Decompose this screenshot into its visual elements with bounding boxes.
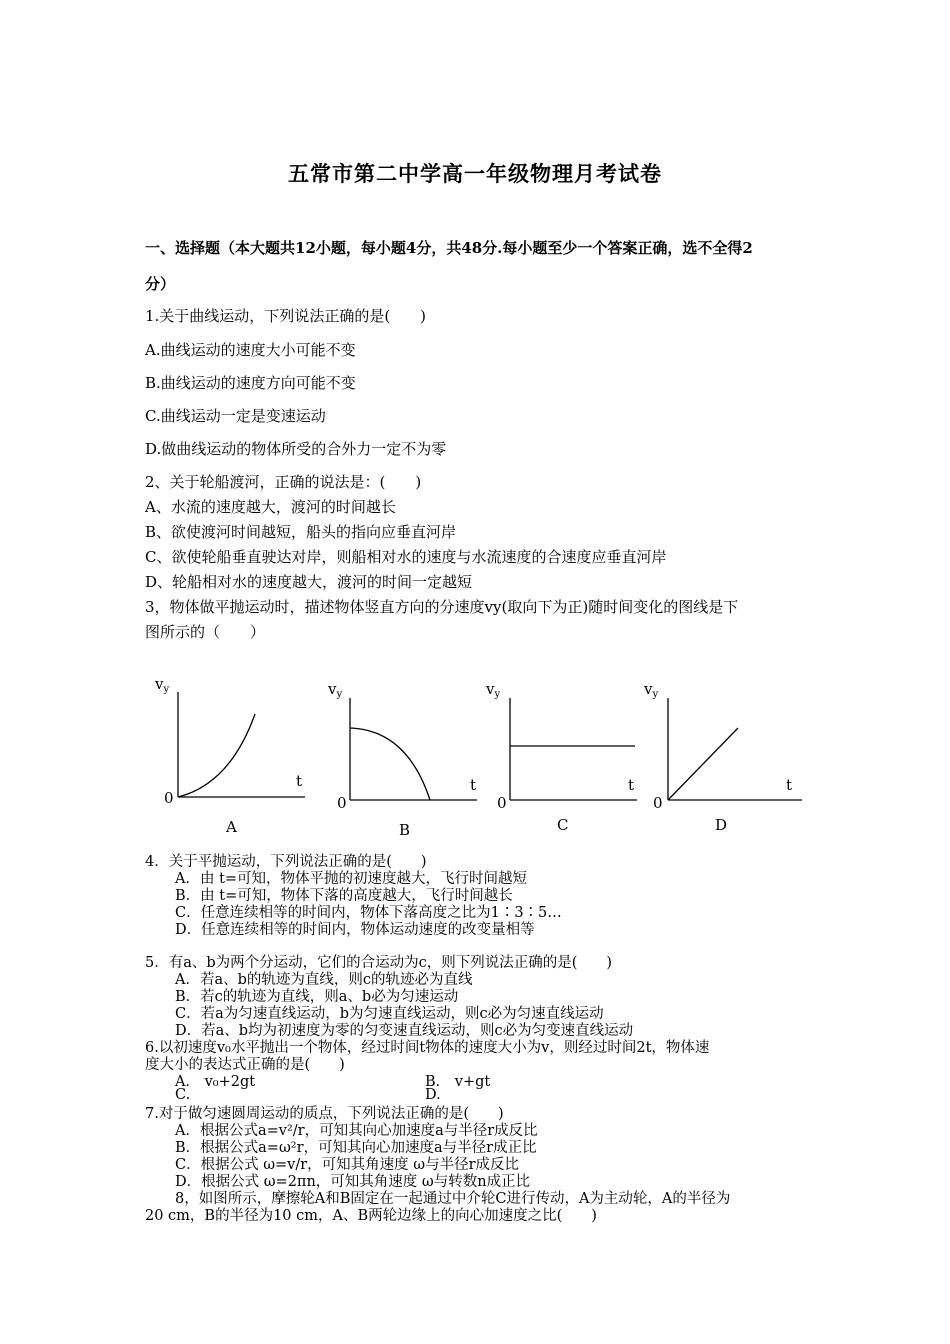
q7-option-d: D．根据公式 ω=2πn，可知其角速度 ω与转数n成正比 [175, 1174, 531, 1190]
q5-option-c: C．若a为匀速直线运动，b为匀速直线运动，则c必为匀速直线运动 [175, 1006, 604, 1022]
q6-option-b: B． v+gt [425, 1074, 491, 1090]
q2-option-c: C、欲使轮船垂直驶达对岸，则船相对水的速度与水流速度的合速度应垂直河岸 [145, 548, 667, 566]
graph-c [482, 678, 642, 848]
q4-option-a: A．由 t=可知，物体平抛的初速度越大，飞行时间越短 [175, 871, 528, 887]
q5-option-a: A．若a、b的轨迹为直线，则c的轨迹必为直线 [175, 972, 473, 988]
q6-option-c: C. [175, 1087, 191, 1103]
q2-option-b: B、欲使渡河时间越短，船头的指向应垂直河岸 [145, 523, 457, 541]
graph-c-y-label: $v_y$ [486, 680, 501, 700]
graph-a-label: A [226, 818, 237, 836]
q7-stem: 7.对于做匀速圆周运动的质点，下列说法正确的是( ) [145, 1106, 504, 1122]
graph-b [322, 678, 482, 848]
graph-c-x-label: t [628, 776, 635, 794]
q4-option-d: D．任意连续相等的时间内，物体运动速度的改变量相等 [175, 922, 535, 938]
section-heading: 一、选择题（本大题共12小题，每小题4分，共48分.每小题至少一个答案正确，选不全得2 [145, 239, 753, 257]
graph-b-y-label: $v_y$ [328, 680, 343, 700]
q4-stem: 4．关于平抛运动，下列说法正确的是( ) [145, 854, 427, 870]
page-title: 五常市第二中学高一年级物理月考试卷 [288, 161, 662, 186]
q7-option-b: B．根据公式a=ω²r，可知其向心加速度a与半径r成正比 [175, 1140, 537, 1156]
q4-option-b: B．由 t=可知，物体下落的高度越大，飞行时间越长 [175, 888, 513, 904]
q7-option-c: C．根据公式 ω=v/r，可知其角速度 ω与半径r成反比 [175, 1157, 520, 1173]
q8-stem: 8，如图所示，摩擦轮A和B固定在一起通过中介轮C进行传动，A为主动轮，A的半径为 [175, 1191, 731, 1207]
graph-d-label: D [715, 816, 728, 834]
q5-option-d: D．若a、b均为初速度为零的匀变速直线运动，则c必为匀变速直线运动 [175, 1023, 634, 1039]
q3-stem-cont: 图所示的（ ） [145, 623, 266, 641]
graph-b-x-label: t [470, 776, 477, 794]
graph-d-y-label: $v_y$ [644, 680, 659, 700]
graph-b-curve [350, 728, 430, 800]
q3-stem: 3，物体做平抛运动时，描述物体竖直方向的分速度vy(取向下为正)随时间变化的图线是下 [145, 598, 739, 616]
graph-a [150, 672, 310, 842]
q5-stem: 5．有a、b为两个分运动，它们的合运动为c，则下列说法正确的是( ) [145, 955, 613, 971]
graph-a-y-label: $v_y$ [155, 675, 170, 695]
q1-option-b: B.曲线运动的速度方向可能不变 [145, 374, 356, 392]
q1-stem: 1.关于曲线运动，下列说法正确的是( ) [145, 307, 427, 325]
graph-d-line [668, 728, 738, 800]
q6-stem-cont: 度大小的表达式正确的是( ) [145, 1057, 345, 1073]
graph-b-origin: 0 [337, 794, 347, 812]
graph-a-origin: 0 [164, 789, 174, 807]
q6-option-a: A． v₀+2gt [175, 1074, 256, 1090]
q5-option-b: B．若c的轨迹为直线，则a、b必为匀速运动 [175, 989, 459, 1005]
graph-a-x-label: t [296, 772, 303, 790]
q2-option-a: A、水流的速度越大，渡河的时间越长 [145, 498, 396, 516]
q6-stem: 6.以初速度v₀水平抛出一个物体，经过时间t物体的速度大小为v，则经过时间2t，物体速 [145, 1040, 710, 1056]
q2-stem: 2、关于轮船渡河，正确的说法是：( ) [145, 473, 422, 491]
q1-option-a: A.曲线运动的速度大小可能不变 [145, 341, 356, 359]
graph-d-origin: 0 [653, 794, 663, 812]
graph-b-label: B [399, 821, 411, 839]
q6-option-d: D. [425, 1087, 441, 1103]
graph-c-label: C [557, 816, 569, 834]
q1-option-d: D.做曲线运动的物体所受的合外力一定不为零 [145, 440, 447, 458]
graph-c-origin: 0 [497, 794, 507, 812]
q4-option-c: C．任意连续相等的时间内，物体下落高度之比为1∶3∶5… [175, 905, 562, 921]
graph-a-curve [178, 714, 255, 797]
q2-option-d: D、轮船相对水的速度越大，渡河的时间一定越短 [145, 573, 473, 591]
section-heading-cont: 分） [145, 275, 176, 293]
q8-stem-cont: 20 cm，B的半径为10 cm，A、B两轮边缘上的向心加速度之比( ) [145, 1208, 597, 1224]
q1-option-c: C.曲线运动一定是变速运动 [145, 407, 326, 425]
q7-option-a: A．根据公式a=v²/r，可知其向心加速度a与半径r成反比 [175, 1123, 538, 1139]
graph-d [640, 678, 810, 848]
graph-d-x-label: t [786, 776, 793, 794]
